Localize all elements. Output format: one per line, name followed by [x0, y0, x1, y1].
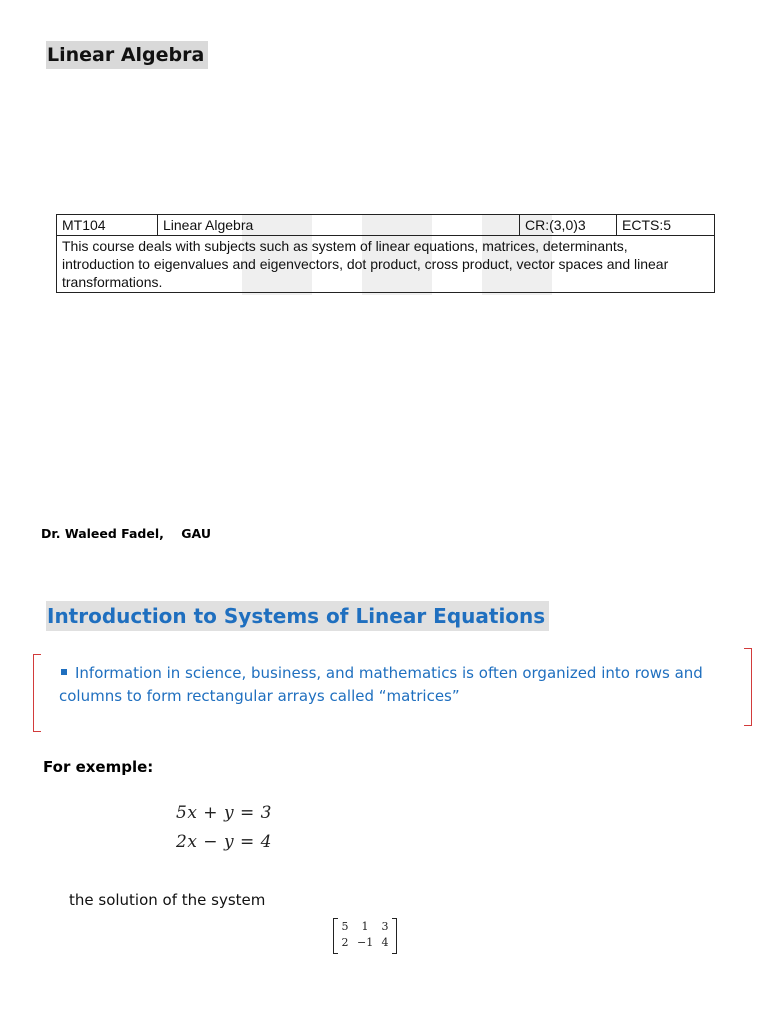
matrix-cell: 2	[341, 936, 349, 949]
course-ects: ECTS:5	[617, 215, 715, 236]
info-line: Information in science, business, and mathematics is often organized into rows and	[75, 664, 703, 682]
author-line: Dr. Waleed Fadel, GAU	[41, 526, 211, 541]
example-label: For exemple:	[43, 758, 154, 776]
matrix-cell: 1	[361, 920, 369, 933]
info-paragraph	[59, 662, 739, 708]
matrix-cell: 5	[341, 920, 349, 933]
equation-1: 5x + y = 3	[176, 803, 272, 823]
matrix-cell: 4	[381, 936, 389, 949]
solution-text: the solution of the system	[69, 891, 266, 909]
left-bracket-decoration	[33, 654, 41, 732]
right-bracket-decoration	[744, 648, 752, 726]
matrix-cell: 3	[381, 920, 389, 933]
description-line: This course deals with subjects such as system of linear equations, matrices, determinants,	[62, 238, 628, 254]
section-title: Introduction to Systems of Linear Equations	[46, 601, 549, 631]
course-description	[57, 236, 715, 293]
equation-2: 2x − y = 4	[176, 832, 272, 852]
course-info-table	[56, 214, 715, 293]
course-name: Linear Algebra	[158, 215, 520, 236]
course-code: MT104	[57, 215, 158, 236]
page-title: Linear Algebra	[46, 41, 208, 69]
augmented-matrix	[333, 918, 397, 954]
table-row	[57, 236, 715, 293]
course-credits: CR:(3,0)3	[520, 215, 617, 236]
description-line: introduction to eigenvalues and eigenvectors, dot product, cross product, vector spaces and linear	[62, 256, 669, 272]
matrix-cell: −1	[357, 936, 374, 949]
info-line: columns to form rectangular arrays called “matrices”	[59, 687, 460, 705]
description-line: transformations.	[62, 274, 163, 290]
bullet-icon	[61, 669, 67, 675]
table-row	[57, 215, 715, 236]
